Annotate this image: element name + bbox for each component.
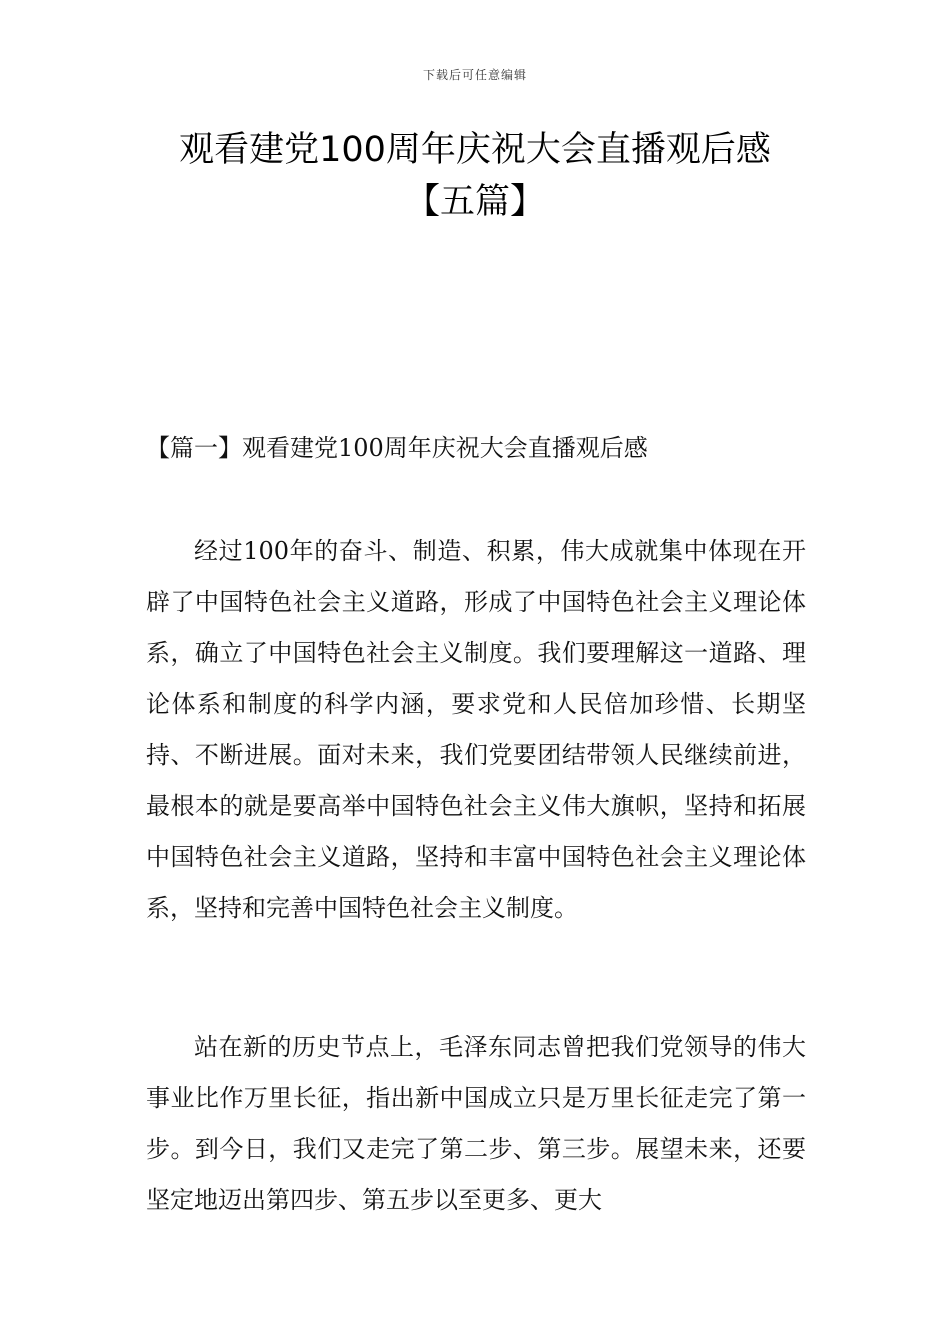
title-line-1: 观看建党100周年庆祝大会直播观后感 bbox=[179, 130, 771, 170]
section-heading: 【篇一】观看建党100周年庆祝大会直播观后感 bbox=[146, 434, 648, 462]
header-note: 下载后可任意编辑 bbox=[422, 68, 527, 82]
body-paragraph-2: 站在新的历史节点上，毛泽东同志曾把我们党领导的伟大事业比作万里长征，指出新中国成立只是万里长征走完了第一步。到今日，我们又走完了第二步、第三步。展望未来，还要坚定地迈出第四步、第五步以至更多、更大 bbox=[146, 1033, 806, 1214]
body-paragraph-1: 经过100年的奋斗、制造、积累，伟大成就集中体现在开辟了中国特色社会主义道路，形成了中国特色社会主义理论体系，确立了中国特色社会主义制度。我们要理解这一道路、理论体系和制度的科学内涵，要求党和人民倍加珍惜、长期坚持、不断进展。面对未来，我们党要团结带领人民继续前进，最根本的就是要高举中国特色社会主义伟大旗帜，坚持和拓展中国特色社会主义道路，坚持和丰富中国特色社会主义理论体系，坚持和完善中国特色社会主义制度。 bbox=[146, 537, 806, 922]
document-title bbox=[60, 124, 890, 228]
title-line-2: 【五篇】 bbox=[404, 182, 545, 222]
